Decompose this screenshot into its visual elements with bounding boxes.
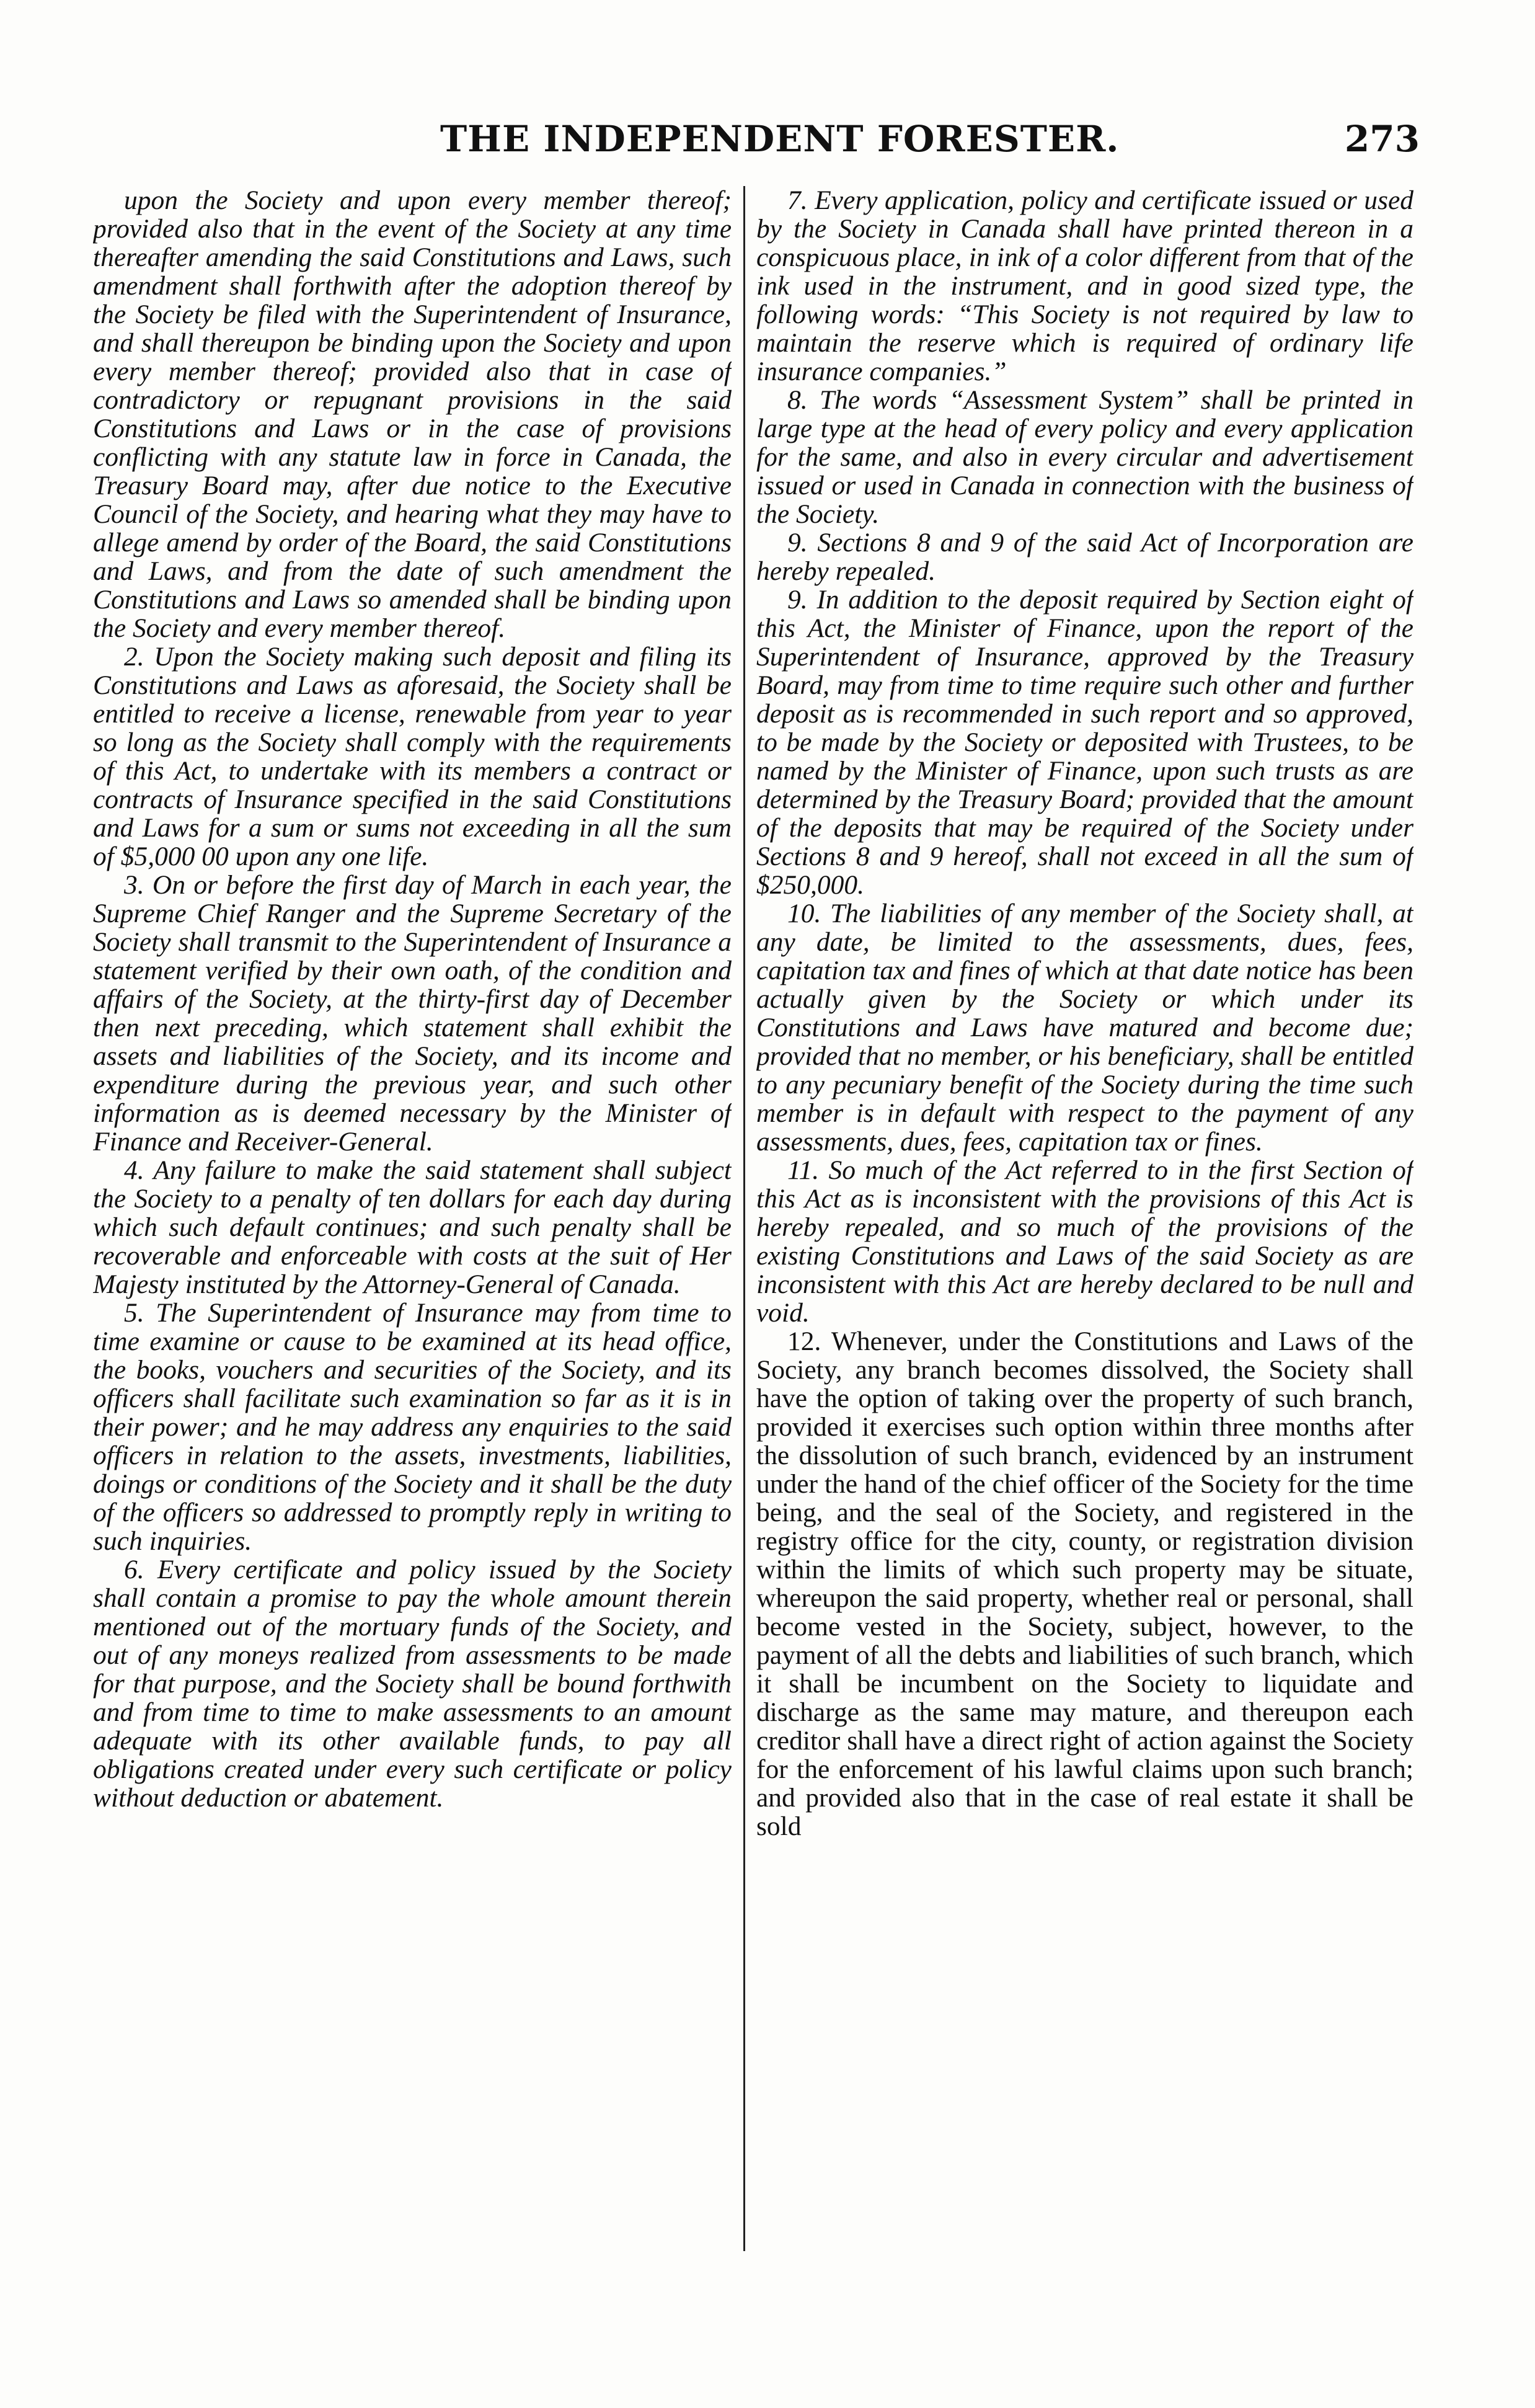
left-column bbox=[93, 186, 732, 2295]
paragraph: 9. In addition to the deposit required by Section eight of this Act, the Minister of Finance, upon the report of the Superintendent of Insurance, approved by the Treasury Board, may from time to time require such other and further deposit as is recommended in such report and so approved, to be made by the Society or deposited with Trustees, to be named by the Minister of Finance, upon such trusts as are determined by the Treasury Board; provided that the amount of the deposits that may be required of the Society under Sections 8 and 9 hereof, shall not exceed in all the sum of $250,000. bbox=[756, 585, 1413, 900]
paragraph: 3. On or before the first day of March in each year, the Supreme Chief Ranger and the Supreme Secretary of the Society shall transmit to the Superintendent of Insurance a statement verified by their own oath, of the condition and affairs of the Society, at the thirty-first day of December then next preceding, which statement shall exhibit the assets and liabilities of the Society, and its income and expenditure during the previous year, and such other information as is deemed necessary by the Minister of Finance and Receiver-General. bbox=[93, 870, 732, 1157]
paragraph: 4. Any failure to make the said statement shall subject the Society to a penalty of ten dollars for each day during which such default continues; and such penalty shall be recoverable and enforceable with costs at the suit of Her Majesty instituted by the Attorney-General of Canada. bbox=[93, 1155, 732, 1299]
column-divider bbox=[743, 186, 745, 2251]
page-header bbox=[93, 118, 1420, 167]
paragraph: 6. Every certificate and policy issued by the Society shall contain a promise to pay the whole amount therein mentioned out of the mortuary funds of the Society, and out of any moneys realized from assessments to be made for that purpose, and the Society shall be bound forthwith and from time to time to make assessments to an amount adequate with its other available funds, to pay all obligations created under every such certificate or policy without deduction or abatement. bbox=[93, 1555, 732, 1813]
running-title: THE INDEPENDENT FORESTER. bbox=[440, 118, 1120, 160]
paragraph: upon the Society and upon every member thereof; provided also that in the event of the Society at any time thereafter amending the said Constitutions and Laws, such amendment shall forthwith after the adoption thereof by the Society be filed with the Superintendent of Insurance, and shall thereupon be binding upon the Society and upon every member thereof; provided also that in case of contradictory or repugnant provisions in the said Constitutions and Laws or in the case of provisions conflicting with any statute law in force in Canada, the Treasury Board may, after due notice to the Executive Council of the Society, and hearing what they may have to allege amend by order of the Board, the said Constitutions and Laws, and from the date of such amendment the Constitutions and Laws so amended shall be binding upon the Society and every member thereof. bbox=[93, 186, 732, 643]
page-number: 273 bbox=[1344, 118, 1420, 160]
paragraph: 2. Upon the Society making such deposit and filing its Constitutions and Laws as aforesaid, the Society shall be entitled to receive a license, renewable from year to year so long as the Society shall comply with the requirements of this Act, to undertake with its members a contract or contracts of Insurance specified in the said Constitutions and Laws for a sum or sums not exceeding in all the sum of $5,000 00 upon any one life. bbox=[93, 642, 732, 871]
paragraph: 5. The Superintendent of Insurance may from time to time examine or cause to be examined at its head office, the books, vouchers and securities of the Society, and its officers shall facilitate such examination so far as it is in their power; and he may address any enquiries to the said officers in relation to the assets, investments, liabilities, doings or conditions of the Society and it shall be the duty of the officers so addressed to promptly reply in writing to such inquiries. bbox=[93, 1298, 732, 1556]
paragraph: 11. So much of the Act referred to in the first Section of this Act as is inconsistent with the provisions of this Act is hereby repealed, and so much of the provisions of the existing Constitutions and Laws of the said Society as are inconsistent with this Act are hereby declared to be null and void. bbox=[756, 1155, 1413, 1328]
paragraph: 7. Every application, policy and certificate issued or used by the Society in Canada shall have printed thereon in a conspicuous place, in ink of a color different from that of the ink used in the instrument, and in good sized type, the following words: “This Society is not required by law to maintain the reserve which is required of ordinary life insurance companies.” bbox=[756, 186, 1413, 386]
right-column bbox=[756, 186, 1413, 2295]
paragraph: 12. Whenever, under the Constitutions and Laws of the Society, any branch becomes dissolved, the Society shall have the option of taking over the property of such branch, provided it exercises such option within three months after the dissolution of such branch, evidenced by an instrument under the hand of the chief officer of the Society for the time being, and the seal of the Society, and registered in the registry office for the city, county, or registration division within the limits of which such property may be situate, whereupon the said property, whether real or personal, shall become vested in the Society, subject, however, to the payment of all the debts and liabilities of such branch, which it shall be incumbent on the Society to liquidate and discharge as the same may mature, and thereupon each creditor shall have a direct right of action against the Society for the enforcement of his lawful claims upon such branch; and provided also that in the case of real estate it shall be sold bbox=[756, 1326, 1413, 1841]
paragraph: 8. The words “Assessment System” shall be printed in large type at the head of every policy and every application for the same, and also in every circular and advertisement issued or used in Canada in connection with the business of the Society. bbox=[756, 385, 1413, 529]
paragraph: 10. The liabilities of any member of the Society shall, at any date, be limited to the assessments, dues, fees, capitation tax and fines of which at that date notice has been actually given by the Society or which under its Constitutions and Laws have matured and become due; provided that no member, or his beneficiary, shall be entitled to any pecuniary benefit of the Society during the time such member is in default with respect to the payment of any assessments, dues, fees, capitation tax or fines. bbox=[756, 899, 1413, 1157]
paragraph: 9. Sections 8 and 9 of the said Act of Incorporation are hereby repealed. bbox=[756, 528, 1413, 586]
